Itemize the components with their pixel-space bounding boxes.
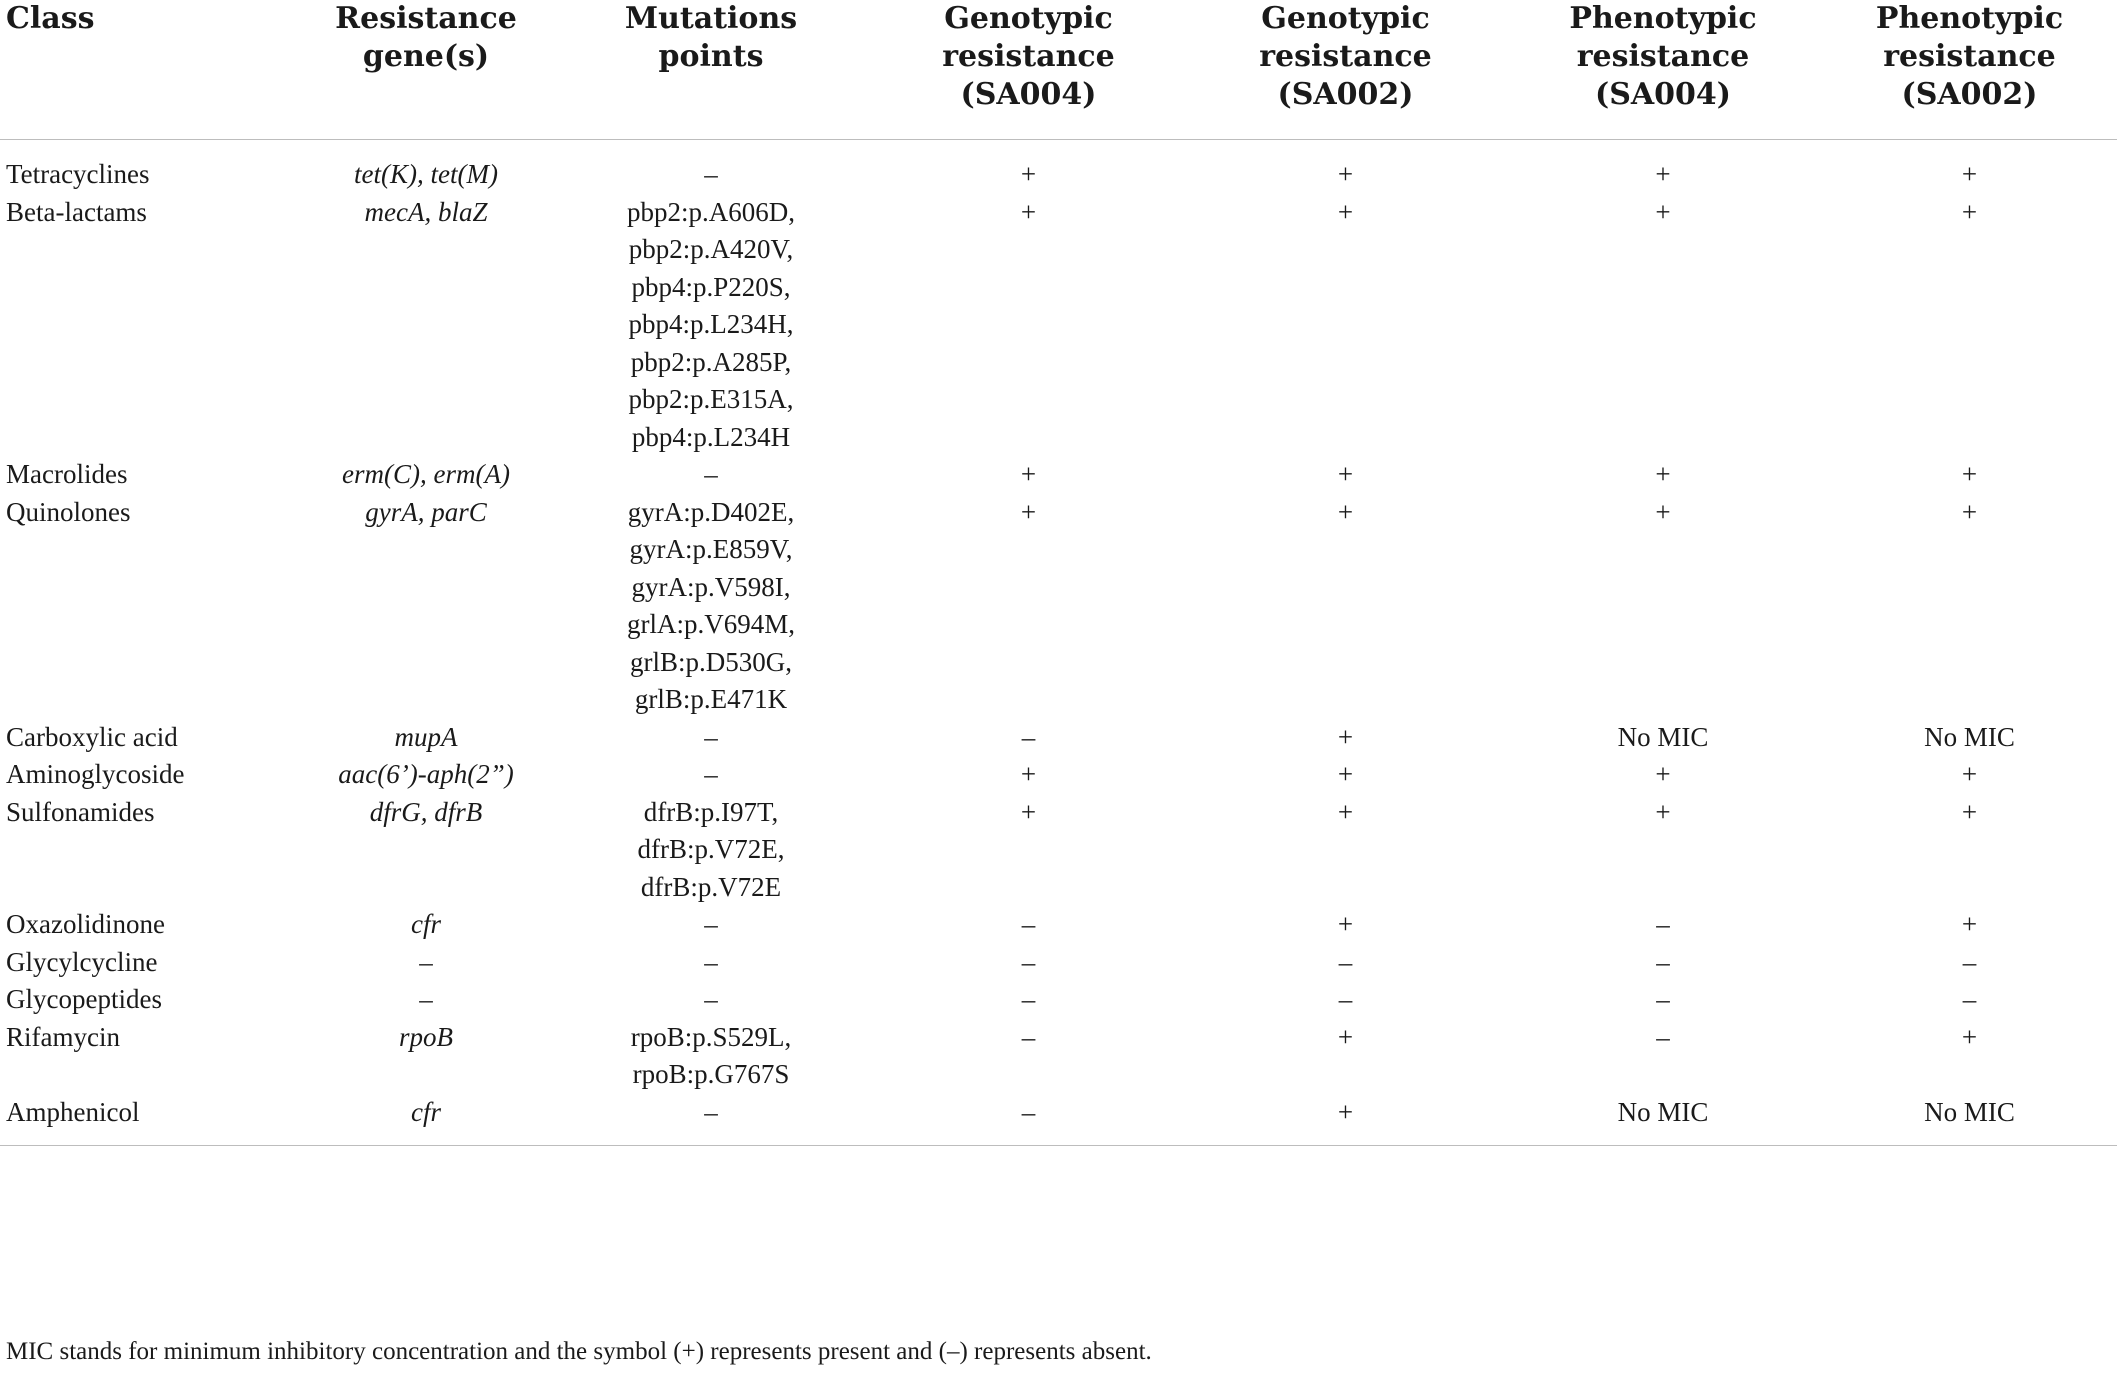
mutation-point: pbp4:p.L234H, <box>628 309 794 339</box>
cell-class: Glycylcycline <box>6 946 158 977</box>
cell-genotypic-sa004: – <box>1021 1021 1036 1052</box>
cell-mutation-points <box>552 1094 870 1146</box>
column-header-line: resistance <box>1576 39 1750 74</box>
cell-phenotypic-sa002: + <box>1961 1021 1978 1052</box>
column-header-line: Phenotypic <box>1875 1 2064 36</box>
mutation-point: pbp2:p.A606D, <box>627 196 795 227</box>
cell-resistance-genes: – <box>419 946 433 977</box>
cell-phenotypic-sa004: – <box>1656 946 1670 977</box>
cell-mutation-points <box>552 944 870 982</box>
cell-mutation-points <box>552 756 870 794</box>
column-header-class <box>0 0 300 140</box>
cell-resistance-genes: erm(C), erm(A) <box>342 459 510 489</box>
table-row <box>0 1094 2117 1146</box>
cell-genotypic-sa002: + <box>1337 1021 1354 1052</box>
cell-mutation-points <box>552 494 870 719</box>
cell-phenotypic-sa004: + <box>1655 159 1671 189</box>
cell-phenotypic-sa002: + <box>1961 796 1978 827</box>
mutation-point: pbp2:p.A285P, <box>630 346 792 377</box>
mutation-point: grlB:p.D530G, <box>630 646 792 677</box>
cell-genotypic-sa004: – <box>1021 909 1036 939</box>
cell-genotypic-sa004: – <box>1021 721 1036 752</box>
mutation-point: gyrA:p.D402E, <box>627 496 795 527</box>
cell-genotypic-sa002: + <box>1337 721 1354 752</box>
table-body <box>0 140 2117 1146</box>
cell-phenotypic-sa002: + <box>1961 159 1978 189</box>
mutation-point: – <box>704 909 718 939</box>
cell-phenotypic-sa002: No MIC <box>1924 721 2015 752</box>
mutation-point: rpoB:p.G767S <box>632 1059 790 1089</box>
mutation-point: – <box>704 759 718 789</box>
cell-genotypic-sa002: + <box>1337 759 1354 789</box>
column-header-line: Class <box>6 1 95 36</box>
table-row <box>0 794 2117 907</box>
cell-phenotypic-sa002: + <box>1961 459 1978 489</box>
table-row <box>0 140 2117 194</box>
cell-mutation-points <box>552 719 870 757</box>
table-footnote: MIC stands for minimum inhibitory concentration and the symbol (+) represents present and (–) represents absent. <box>6 1338 1152 1365</box>
cell-genotypic-sa002: – <box>1338 946 1353 977</box>
mutation-point: pbp2:p.E315A, <box>628 384 794 414</box>
cell-mutation-points <box>552 194 870 457</box>
cell-class: Rifamycin <box>6 1021 120 1052</box>
column-header-line: points <box>658 39 764 74</box>
mutation-point: grlB:p.E471K <box>634 684 788 714</box>
column-header-line: (SA004) <box>1595 77 1731 112</box>
column-header-line: gene(s) <box>362 39 490 74</box>
cell-phenotypic-sa002: + <box>1961 909 1978 939</box>
column-header-mutations <box>552 0 870 140</box>
cell-phenotypic-sa002: – <box>1962 984 1977 1014</box>
column-header-line: Genotypic <box>1261 1 1430 36</box>
cell-phenotypic-sa002: + <box>1961 496 1978 527</box>
cell-genotypic-sa004: – <box>870 1094 1187 1146</box>
cell-genotypic-sa004: – <box>1021 984 1036 1014</box>
table-row <box>0 194 2117 457</box>
cell-class: Macrolides <box>6 459 128 489</box>
cell-phenotypic-sa004: – <box>1656 909 1670 939</box>
mutation-point: dfrB:p.V72E, <box>637 834 785 864</box>
cell-class: Sulfonamides <box>6 796 155 827</box>
table-row <box>0 719 2117 757</box>
column-header-line: Phenotypic <box>1569 1 1757 36</box>
column-header-line: Mutations <box>624 1 798 36</box>
cell-resistance-genes: – <box>419 984 433 1014</box>
cell-resistance-genes: dfrG, dfrB <box>369 796 483 827</box>
mutation-point: – <box>704 1096 718 1127</box>
cell-mutation-points <box>552 906 870 944</box>
cell-resistance-genes: cfr <box>300 1094 552 1146</box>
cell-phenotypic-sa004: + <box>1655 759 1671 789</box>
cell-genotypic-sa002: + <box>1337 909 1354 939</box>
mutation-point: dfrB:p.V72E <box>640 871 782 902</box>
table-row <box>0 981 2117 1019</box>
table-row <box>0 756 2117 794</box>
cell-genotypic-sa002: – <box>1338 984 1353 1014</box>
cell-genotypic-sa002: + <box>1337 196 1354 227</box>
cell-genotypic-sa004: + <box>1020 159 1037 189</box>
cell-resistance-genes: mupA <box>394 721 458 752</box>
cell-phenotypic-sa004: – <box>1656 984 1670 1014</box>
mutation-point: gyrA:p.E859V, <box>629 534 793 564</box>
cell-genotypic-sa002: + <box>1187 1094 1504 1146</box>
mutation-point: gyrA:p.V598I, <box>631 571 791 602</box>
mutation-point: – <box>704 159 718 189</box>
mutation-point: – <box>704 984 718 1014</box>
column-header-line: (SA004) <box>960 77 1097 112</box>
cell-phenotypic-sa004: No MIC <box>1617 721 1709 752</box>
column-header-line: Resistance <box>335 1 517 36</box>
mutation-point: – <box>704 946 718 977</box>
table-row <box>0 944 2117 982</box>
cell-class: Aminoglycoside <box>6 759 185 789</box>
cell-genotypic-sa002: + <box>1337 159 1354 189</box>
cell-mutation-points <box>552 1019 870 1094</box>
cell-genotypic-sa004: + <box>1020 459 1037 489</box>
cell-class: Carboxylic acid <box>6 721 178 752</box>
cell-class: Beta-lactams <box>6 196 147 227</box>
cell-resistance-genes: aac(6’)-aph(2”) <box>338 759 514 789</box>
column-header-geno-sa004 <box>870 0 1187 140</box>
column-header-line: resistance <box>942 39 1115 74</box>
cell-phenotypic-sa002: + <box>1961 759 1978 789</box>
cell-class: Oxazolidinone <box>6 909 165 939</box>
mutation-point: pbp4:p.L234H <box>631 421 791 452</box>
cell-resistance-genes: mecA, blaZ <box>364 196 488 227</box>
cell-resistance-genes: cfr <box>411 909 441 939</box>
column-header-genes <box>300 0 552 140</box>
column-header-line: resistance <box>1883 39 2056 74</box>
mutation-point: – <box>704 459 718 489</box>
cell-resistance-genes: rpoB <box>399 1021 453 1052</box>
header-row <box>0 0 2117 140</box>
column-header-line: Genotypic <box>944 1 1113 36</box>
table-header <box>0 0 2117 140</box>
cell-resistance-genes: gyrA, parC <box>365 496 487 527</box>
cell-genotypic-sa004: + <box>1020 496 1037 527</box>
table-row <box>0 494 2117 719</box>
column-header-pheno-sa002 <box>1822 0 2117 140</box>
cell-genotypic-sa004: + <box>1020 796 1037 827</box>
column-header-line: (SA002) <box>1901 77 2038 112</box>
cell-resistance-genes: tet(K), tet(M) <box>354 159 498 189</box>
cell-class: Amphenicol <box>0 1094 300 1146</box>
table-row <box>0 456 2117 494</box>
table-row <box>0 1019 2117 1094</box>
column-header-line: resistance <box>1259 39 1432 74</box>
mutation-point: grlA:p.V694M, <box>627 609 795 639</box>
cell-class: Glycopeptides <box>6 984 162 1014</box>
column-header-geno-sa002 <box>1187 0 1504 140</box>
cell-phenotypic-sa004: + <box>1655 459 1671 489</box>
cell-phenotypic-sa004: No MIC <box>1504 1094 1822 1146</box>
cell-genotypic-sa004: + <box>1020 759 1037 789</box>
cell-mutation-points <box>552 456 870 494</box>
cell-genotypic-sa002: + <box>1337 459 1354 489</box>
column-header-line: (SA002) <box>1277 77 1414 112</box>
mutation-point: dfrB:p.I97T, <box>643 796 779 827</box>
table-row <box>0 906 2117 944</box>
cell-class: Quinolones <box>6 496 131 527</box>
cell-phenotypic-sa002: – <box>1962 946 1977 977</box>
cell-genotypic-sa002: + <box>1337 496 1354 527</box>
cell-phenotypic-sa004: + <box>1655 796 1671 827</box>
column-header-pheno-sa004 <box>1504 0 1822 140</box>
cell-genotypic-sa004: + <box>1020 196 1037 227</box>
cell-phenotypic-sa004: + <box>1655 196 1671 227</box>
cell-mutation-points <box>552 794 870 907</box>
cell-phenotypic-sa004: – <box>1656 1021 1670 1052</box>
cell-phenotypic-sa004: + <box>1655 496 1671 527</box>
cell-phenotypic-sa002: + <box>1961 196 1978 227</box>
cell-class: Tetracyclines <box>6 159 150 189</box>
cell-mutation-points <box>552 140 870 194</box>
mutation-point: rpoB:p.S529L, <box>630 1021 792 1052</box>
mutation-point: pbp4:p.P220S, <box>631 271 791 302</box>
cell-genotypic-sa002: + <box>1337 796 1354 827</box>
mutation-point: – <box>704 721 718 752</box>
cell-mutation-points <box>552 981 870 1019</box>
mutation-point: pbp2:p.A420V, <box>628 234 794 264</box>
cell-genotypic-sa004: – <box>1021 946 1036 977</box>
cell-phenotypic-sa002: No MIC <box>1822 1094 2117 1146</box>
